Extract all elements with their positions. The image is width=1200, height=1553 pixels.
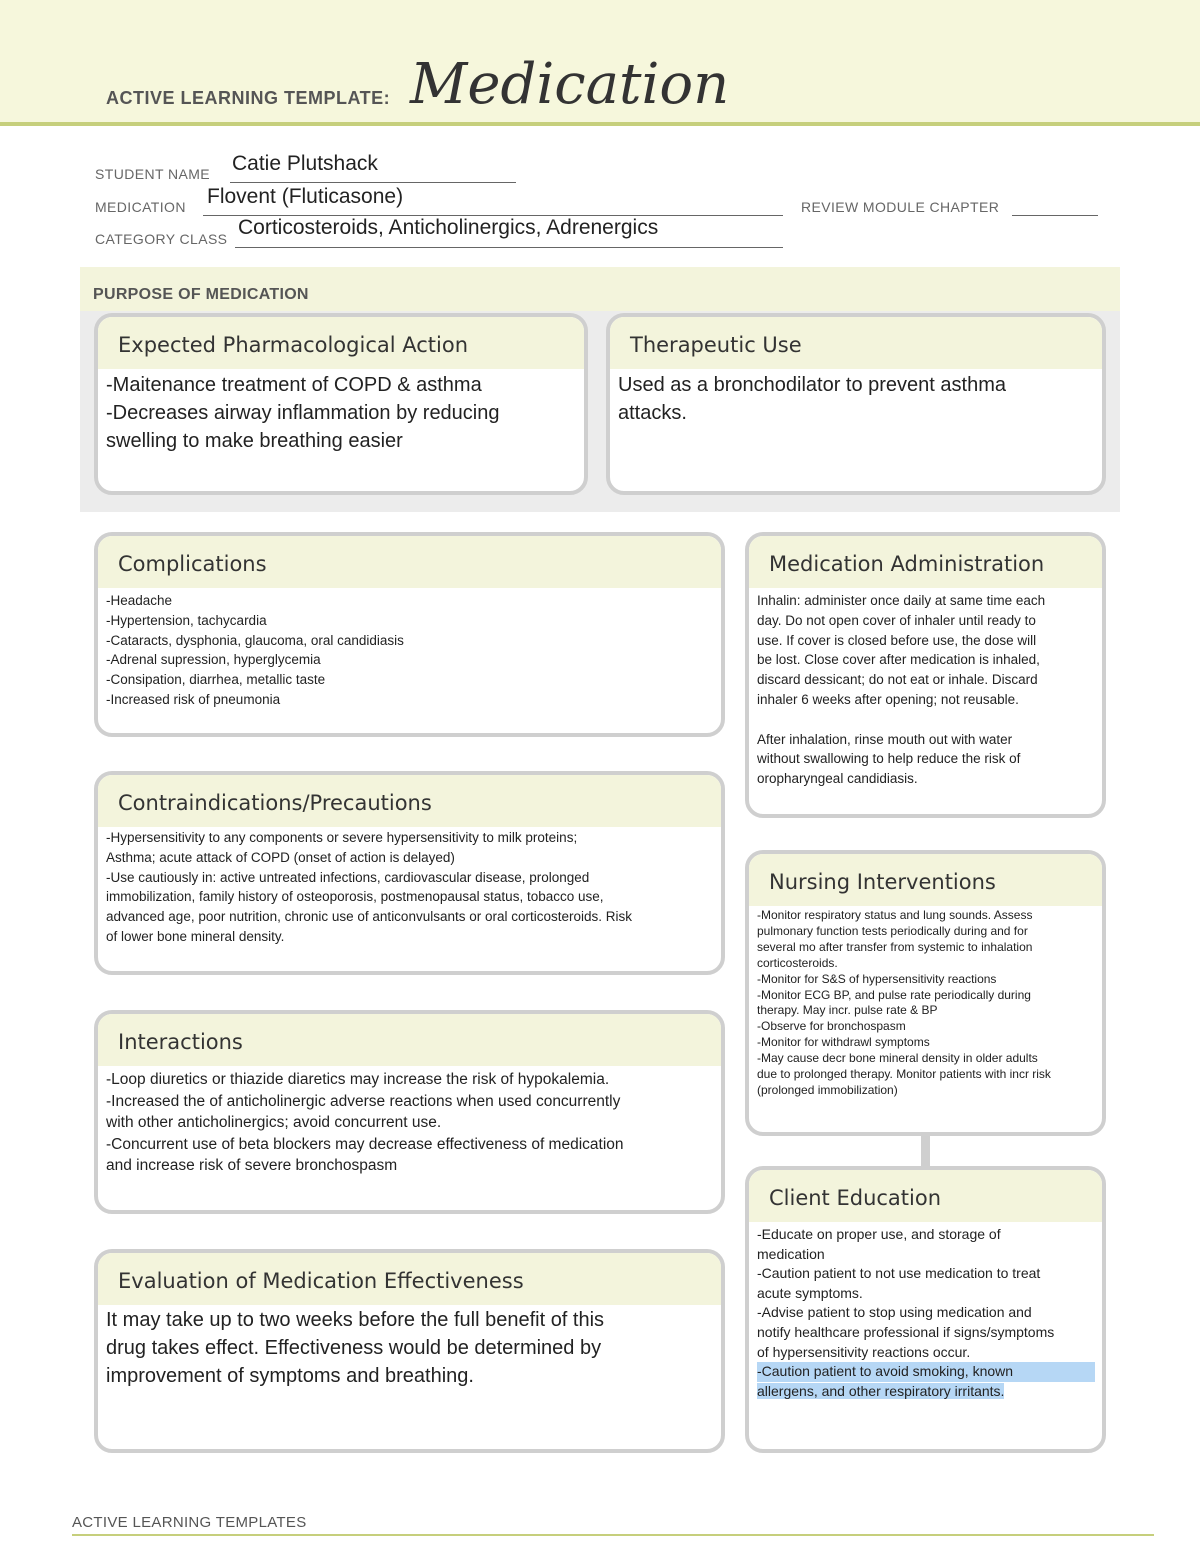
student-name-line (230, 182, 516, 183)
text-line: improvement of symptoms and breathing. (106, 1365, 474, 1387)
text-line: -Use cautiously in: active untreated infections, cardiovascular disease, prolonged (106, 869, 590, 885)
expected-action-body[interactable] (98, 369, 584, 455)
text-line: therapy. May incr. pulse rate & BP (757, 1003, 938, 1018)
text-line: -Increased risk of pneumonia (106, 691, 281, 707)
nursing-interventions-body[interactable] (749, 906, 1102, 1099)
text-line: After inhalation, rinse mouth out with water (757, 731, 1013, 747)
text-line: -Headache (106, 593, 173, 608)
text-line: medication (757, 1245, 825, 1262)
highlighted-text-line: allergens, and other respiratory irritants. (757, 1382, 1005, 1399)
medication-administration-box (745, 532, 1106, 818)
text-line: oropharyngeal candidiasis. (757, 771, 918, 787)
text-line: -Monitor ECG BP, and pulse rate periodically during (757, 987, 1031, 1002)
text-line: and increase risk of severe bronchospasm (106, 1157, 398, 1174)
therapeutic-use-title: Therapeutic Use (610, 317, 1102, 369)
evaluation-box (94, 1249, 725, 1453)
text-line: -Concurrent use of beta blockers may decrease effectiveness of medication (106, 1135, 624, 1153)
student-name-label: STUDENT NAME (95, 166, 210, 182)
text-line: Inhalin: administer once daily at same time each (757, 593, 1046, 608)
text-line: discard dessicant; do not eat or inhale. Discard (757, 672, 1038, 688)
complications-box (94, 532, 725, 737)
client-education-box (745, 1166, 1106, 1453)
medication-value[interactable]: Flovent (Fluticasone) (207, 185, 404, 208)
category-class-label: CATEGORY CLASS (95, 231, 228, 247)
category-class-value[interactable]: Corticosteroids, Anticholinergics, Adrenergics (238, 216, 659, 239)
client-education-body[interactable] (749, 1222, 1102, 1401)
expected-action-box (94, 313, 588, 495)
review-module-line (1012, 215, 1098, 216)
interactions-body[interactable] (98, 1066, 721, 1177)
text-line: -Adrenal supression, hyperglycemia (106, 652, 321, 668)
review-module-label: REVIEW MODULE CHAPTER (801, 199, 1000, 215)
text-line: day. Do not open cover of inhaler until ready to (757, 612, 1036, 628)
footer-label: ACTIVE LEARNING TEMPLATES (72, 1514, 307, 1531)
footer-divider (72, 1534, 1154, 1536)
text-line: swelling to make breathing easier (106, 430, 403, 452)
text-line: -Increased the of anticholinergic adverse reactions when used concurrently (106, 1092, 621, 1110)
text-line: without swallowing to help reduce the risk of (757, 751, 1021, 767)
interactions-title: Interactions (98, 1014, 721, 1066)
text-line: advanced age, poor nutrition, chronic use of anticonvulsants or oral corticosteroids. Risk (106, 909, 633, 925)
nursing-interventions-title: Nursing Interventions (749, 854, 1102, 906)
text-line: attacks. (618, 402, 687, 424)
text-line: -Caution patient to not use medication to treat (757, 1265, 1041, 1282)
text-line: with other anticholinergics; avoid concurrent use. (106, 1114, 442, 1131)
contraindications-title: Contraindications/Precautions (98, 775, 721, 827)
text-line: of lower bone mineral density. (106, 928, 285, 944)
contraindications-body[interactable] (98, 827, 721, 947)
contraindications-box (94, 771, 725, 975)
text-line: -Decreases airway inflammation by reducing (106, 402, 500, 424)
text-line: inhaler 6 weeks after opening; not reusable. (757, 691, 1019, 707)
blank-line (757, 710, 1094, 730)
category-class-line (235, 247, 783, 248)
text-line: -Monitor for withdrawl symptoms (757, 1035, 930, 1050)
text-line: -Hypersensitivity to any components or severe hypersensitivity to milk proteins; (106, 830, 578, 845)
text-line: -Monitor respiratory status and lung sounds. Assess (757, 908, 1033, 922)
page-title: Medication (410, 52, 730, 117)
text-line: Asthma; acute attack of COPD (onset of action is delayed) (106, 849, 455, 865)
student-name-value[interactable]: Catie Plutshack (232, 152, 378, 175)
text-line: immobilization, family history of osteoporosis, postmenopausal status, tobacco use, (106, 889, 604, 905)
text-line: use. If cover is closed before use, the dose will (757, 632, 1037, 648)
interactions-box (94, 1010, 725, 1214)
text-line: due to prolonged therapy. Monitor patients with incr risk (757, 1067, 1051, 1082)
text-line: -Maitenance treatment of COPD & asthma (106, 374, 482, 396)
text-line: Used as a bronchodilator to prevent asthma (618, 374, 1006, 396)
text-line: -Hypertension, tachycardia (106, 612, 267, 628)
nursing-interventions-box (745, 850, 1106, 1136)
medication-label: MEDICATION (95, 199, 186, 215)
medication-administration-body[interactable] (749, 588, 1102, 789)
text-line: -Monitor for S&S of hypersensitivity reactions (757, 971, 997, 986)
complications-body[interactable] (98, 588, 721, 710)
text-line: -Educate on proper use, and storage of (757, 1226, 1001, 1242)
text-line: -Advise patient to stop using medication and (757, 1304, 1032, 1321)
template-label: ACTIVE LEARNING TEMPLATE: (106, 88, 391, 108)
highlighted-text-line: -Caution patient to avoid smoking, known (757, 1362, 1095, 1382)
text-line: -May cause decr bone mineral density in older adults (757, 1051, 1038, 1066)
text-line: acute symptoms. (757, 1284, 863, 1301)
text-line: (prolonged immobilization) (757, 1082, 898, 1097)
text-line: -Loop diuretics or thiazide diaretics may increase the risk of hypokalemia. (106, 1071, 610, 1088)
header-divider (0, 122, 1200, 126)
text-line: several mo after transfer from systemic to inhalation (757, 939, 1033, 954)
evaluation-body[interactable] (98, 1305, 721, 1390)
medication-administration-title: Medication Administration (749, 536, 1102, 588)
text-line: It may take up to two weeks before the full benefit of this (106, 1309, 605, 1331)
box-connector (921, 1134, 930, 1166)
text-line: -Consipation, diarrhea, metallic taste (106, 672, 326, 688)
complications-title: Complications (98, 536, 721, 588)
client-education-title: Client Education (749, 1170, 1102, 1222)
text-line: corticosteroids. (757, 955, 838, 970)
therapeutic-use-box (606, 313, 1106, 495)
text-line: -Cataracts, dysphonia, glaucoma, oral candidiasis (106, 632, 404, 648)
text-line: pulmonary function tests periodically during and for (757, 923, 1028, 938)
therapeutic-use-body[interactable] (610, 369, 1102, 427)
text-line: -Observe for bronchospasm (757, 1019, 906, 1034)
text-line: notify healthcare professional if signs/symptoms (757, 1323, 1055, 1340)
text-line: be lost. Close cover after medication is inhaled, (757, 652, 1040, 668)
text-line: of hypersensitivity reactions occur. (757, 1343, 971, 1360)
text-line: drug takes effect. Effectiveness would be determined by (106, 1337, 602, 1359)
evaluation-title: Evaluation of Medication Effectiveness (98, 1253, 721, 1305)
purpose-label: PURPOSE OF MEDICATION (93, 286, 309, 303)
expected-action-title: Expected Pharmacological Action (98, 317, 584, 369)
